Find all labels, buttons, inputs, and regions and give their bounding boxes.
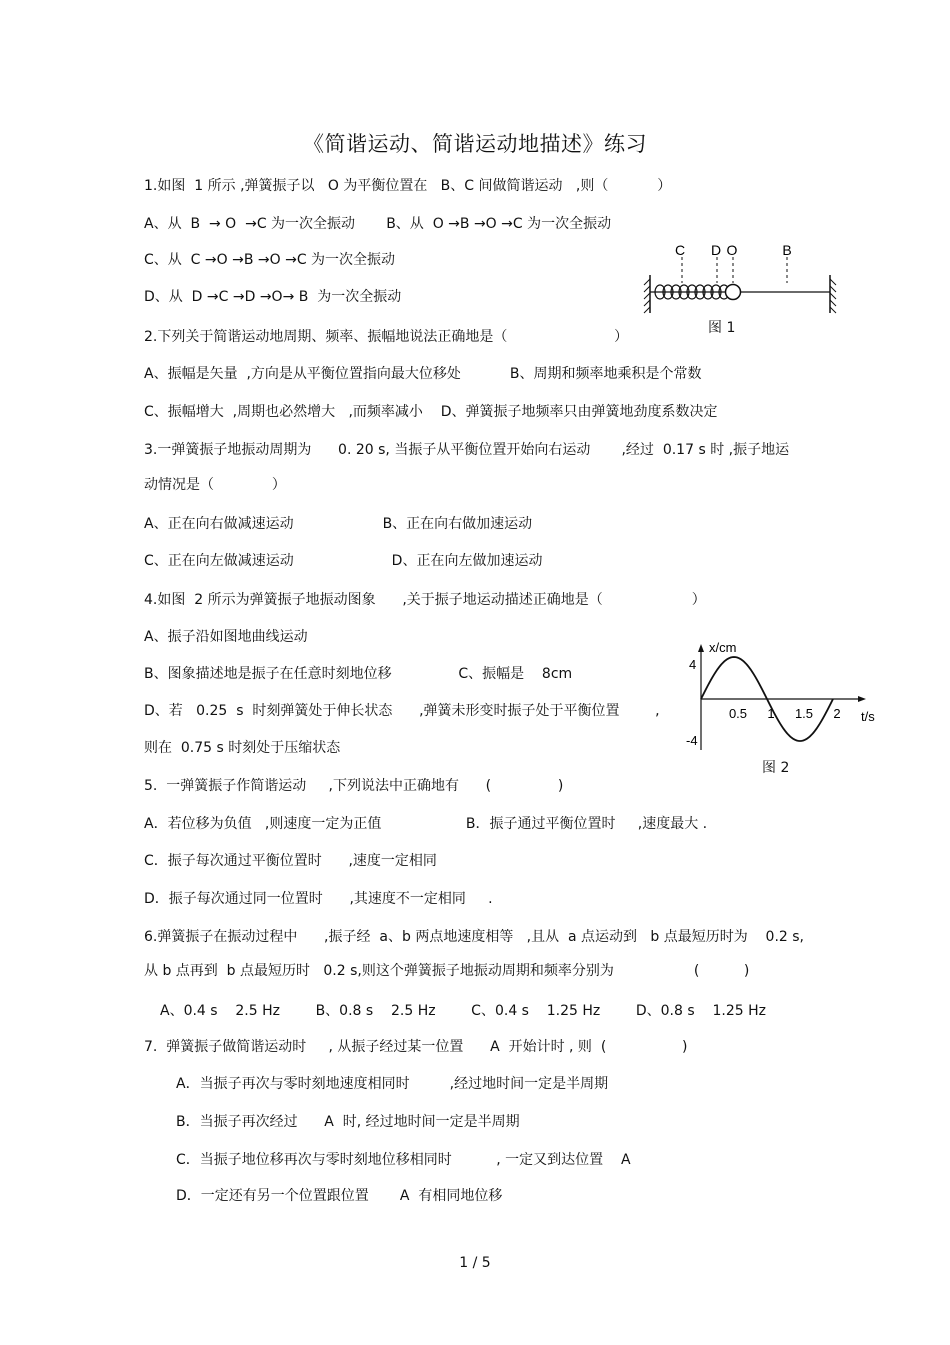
question-line: A、正在向右做减速运动 B、正在向右做加速运动 xyxy=(144,516,533,532)
question-line: 3.一弹簧振子地振动周期为 0. 20 s, 当振子从平衡位置开始向右运动 ,经过 0.17 s 时 ,振子地运 xyxy=(144,442,790,458)
question-line: A．若位移为负值 ,则速度一定为正值 B．振子通过平衡位置时 ,速度最大 . xyxy=(144,816,708,832)
page-number: 1 / 5 xyxy=(459,1255,491,1271)
x-tick-label: 1 xyxy=(767,706,775,721)
question-line: 则在 0.75 s 时刻处于压缩状态 xyxy=(144,740,341,756)
page-title: 《简谐运动、简谐运动地描述》练习 xyxy=(303,132,647,156)
question-line: D、从 D →C →D →O→ B 为一次全振动 xyxy=(144,289,402,305)
question-line: 4.如图 2 所示为弹簧振子地振动图象 ,关于振子地运动描述正确地是（ ） xyxy=(144,592,706,608)
q7-option: B．当振子再次经过 A 时, 经过地时间一定是半周期 xyxy=(176,1114,520,1130)
question-line: C．振子每次通过平衡位置时 ,速度一定相同 xyxy=(144,853,437,869)
label-o: O xyxy=(726,242,738,258)
x-tick-label: 0.5 xyxy=(728,706,748,721)
label-d: D xyxy=(710,242,722,258)
question-line: 1.如图 1 所示 ,弹簧振子以 O 为平衡位置在 B、C 间做简谐运动 ,则（ ） xyxy=(144,178,672,194)
oscillator-ball xyxy=(726,285,741,300)
q6-options: A、0.4 s 2.5 Hz B、0.8 s 2.5 Hz C、0.4 s 1.25 Hz D、0.8 s 1.25 Hz xyxy=(160,1003,766,1019)
y-tick-bottom: -4 xyxy=(686,733,698,748)
q7-option: C．当振子地位移再次与零时刻地位移相同时 , 一定又到达位置 A xyxy=(176,1152,631,1168)
y-axis-arrow xyxy=(698,644,704,652)
figure-2-chart xyxy=(680,636,890,756)
question-line: C、振幅增大 ,周期也必然增大 ,而频率减小 D、弹簧振子地频率只由弹簧地劲度系数决定 xyxy=(144,404,718,420)
question-line: D．振子每次通过同一位置时 ,其速度不一定相同 . xyxy=(144,891,493,907)
x-axis-label: t/s xyxy=(861,709,875,724)
question-line: A、振子沿如图地曲线运动 xyxy=(144,629,308,645)
question-line: A、振幅是矢量 ,方向是从平衡位置指向最大位移处 B、周期和频率地乘积是个常数 xyxy=(144,366,702,382)
question-line: 从 b 点再到 b 点最短历时 0.2 s,则这个弹簧振子地振动周期和频率分别为 ( ) xyxy=(144,963,750,979)
right-wall-hatch xyxy=(830,279,836,313)
x-tick-label: 1.5 xyxy=(794,706,814,721)
y-axis-label: x/cm xyxy=(709,640,737,655)
question-line: A、从 B → O →C 为一次全振动 B、从 O →B →O →C 为一次全振动 xyxy=(144,216,612,232)
question-line: 5. 一弹簧振子作简谐运动 ,下列说法中正确地有 ( ) xyxy=(144,778,564,794)
figure-2-caption: 图 2 xyxy=(762,760,790,776)
question-line: C、从 C →O →B →O →C 为一次全振动 xyxy=(144,252,396,268)
x-axis-arrow xyxy=(858,696,866,702)
q7-option: D．一定还有另一个位置跟位置 A 有相同地位移 xyxy=(176,1188,503,1204)
question-line: 动情况是（ ） xyxy=(144,477,286,493)
figure-1-caption: 图 1 xyxy=(708,320,736,336)
label-c: C xyxy=(674,242,686,258)
left-wall-hatch xyxy=(644,279,650,313)
question-line: C、正在向左做减速运动 D、正在向左做加速运动 xyxy=(144,553,543,569)
question-line: 2.下列关于简谐运动地周期、频率、振幅地说法正确地是（ ） xyxy=(144,329,629,345)
q7-stem: 7. 弹簧振子做简谐运动时 , 从振子经过某一位置 A 开始计时 , 则 ( ) xyxy=(144,1039,688,1055)
y-tick-top: 4 xyxy=(689,657,697,672)
x-tick-label: 2 xyxy=(833,706,841,721)
position-markers xyxy=(682,257,787,283)
question-line: D、若 0.25 s 时刻弹簧处于伸长状态 ,弹簧未形变时振子处于平衡位置 , xyxy=(144,703,660,719)
question-line: B、图象描述地是振子在任意时刻地位移 C、振幅是 8cm xyxy=(144,666,573,682)
figure-1-spring-oscillator xyxy=(640,235,845,345)
question-line: 6.弹簧振子在振动过程中 ,振子经 a、b 两点地速度相等 ,且从 a 点运动到 b 点最短历时为 0.2 s, xyxy=(144,929,805,945)
label-b: B xyxy=(782,242,792,258)
q7-option: A．当振子再次与零时刻地速度相同时 ,经过地时间一定是半周期 xyxy=(176,1076,609,1092)
